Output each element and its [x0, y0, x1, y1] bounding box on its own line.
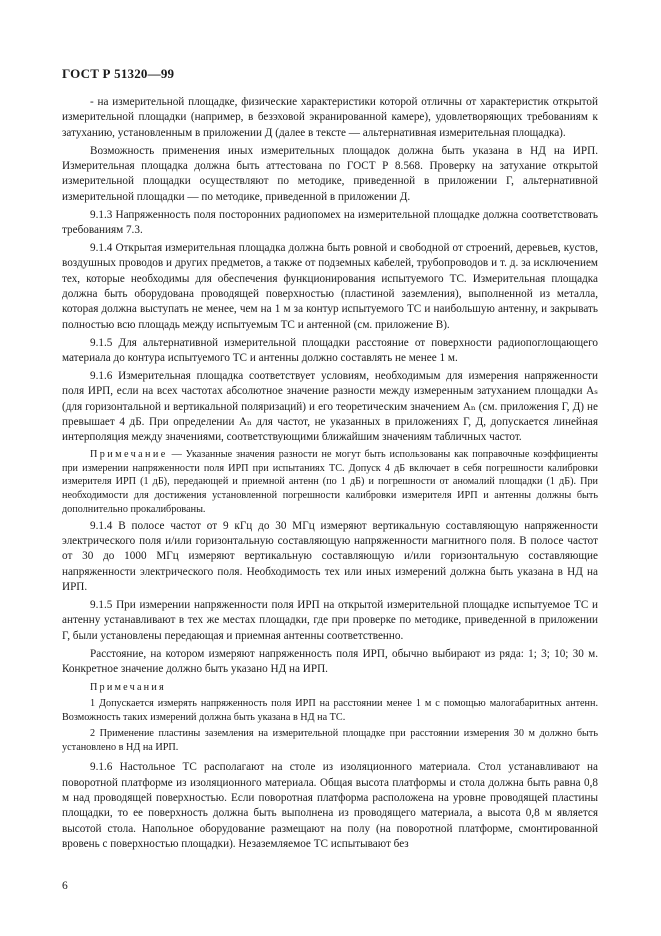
document-header: ГОСТ Р 51320—99 [62, 66, 175, 81]
paragraph: 9.1.6 Измерительная площадка соответствует условиям, необходимым для измерения напряженности поля ИРП, если на всех частотах абсолютное значение разности между измеренным затуханием площадки Aₛ (для горизонтальной и вертикальной поляризаций) и его теоретическим значением Aₙ (см. приложения Г, Д) не превышает 4 дБ. При определении Aₙ для частот, не указанных в приложениях Г, Д, допускается линейная интерполяция между значениями, соответствующими ближайшим значениям табличных частот. [62, 369, 598, 444]
paragraph: 9.1.5 При измерении напряженности поля ИРП на открытой измерительной площадке испытуемое ТС и антенну устанавливают в тех же местах площадки, где при проверке по методике, приведенной в приложении Г, были установлены передающая и приемная антенны соответственно. [62, 599, 598, 642]
note-item: 2 Применение пластины заземления на измерительной площадке при расстоянии измерения 30 м должно быть установлено в НД на ИРП. [62, 728, 598, 753]
note-label: Примечание [90, 449, 168, 461]
paragraph: Расстояние, на котором измеряют напряженность поля ИРП, обычно выбирают из ряда: 1; 3; 10; 30 м. Конкретное значение должно быть указано НД на ИРП. [62, 647, 598, 676]
note-text: — Указанные значения разности не могут быть использованы как поправочные коэффициенты при измерении напряженности поля ИРП при испытаниях ТС. Допуск 4 дБ включает в себя погрешности калибровки измерителя ИРП (1 дБ), передающей и приемной антенн (по 1 дБ) и погрешности от аномалий площадки (1 дБ). При необходимости для достижения установленной погрешности калибровки измерителя ИРП и антенны должны быть дополнительно прокалиброваны. [62, 449, 598, 515]
paragraph: Возможность применения иных измерительных площадок должна быть указана в НД на ИРП. Измерительная площадка должна быть аттестована по ГОСТ Р 8.568. Проверку на затухание открытой измерительной площадки осуществляют по методике, приведенной в приложении Г, альтернативной измерительной площадки — по методике, приведенной в приложении Д. [62, 144, 598, 203]
paragraph: 9.1.4 Открытая измерительная площадка должна быть ровной и свободной от строений, деревьев, кустов, воздушных проводов и других предметов, а также от подземных кабелей, трубопроводов и т. д. за исключением тех, которые необходимы для обеспечения функционирования испытуемого ТС. Измерительная площадка должна быть оборудована проводящей поверхностью (пластиной заземления), выполненной из металла, которая должна выступать не менее, чем на 1 м за контур испытуемого ТС и наибольшую антенну, и закрывать полностью всю площадь между испытуемым ТС и антенной (см. приложение В). [62, 241, 598, 331]
note [62, 448, 598, 516]
paragraph: 9.1.3 Напряженность поля посторонних радиопомех на измерительной площадке должна соответствовать требованиям 7.3. [62, 208, 598, 237]
notes-title: Примечания [90, 682, 166, 694]
paragraph: 9.1.6 Настольное ТС располагают на столе из изоляционного материала. Стол устанавливают на поворотной платформе из изоляционного материала. Общая высота платформы и стола должна быть равна 0,8 м над проводящей поверхностью. Если поворотная платформа расположена на уровне проводящей пластины площадки, то ее поверхность должна быть выполнена из проводящего материала, а высота 0,8 м является высотой стола. Напольное оборудование размещают на полу (на поворотной платформе, смонтированной вровень с поверхностью площадки). Незаземляемое ТС испытывают без [62, 761, 598, 851]
paragraph: 9.1.4 В полосе частот от 9 кГц до 30 МГц измеряют вертикальную составляющую напряженности электрического поля и/или горизонтальную составляющую напряженности магнитного поля. В полосе частот от 30 до 1000 МГц измеряют вертикальную составляющую и/или горизонтальную составляющие напряженности электрического поля. Необходимость тех или иных измерений должна быть указана в НД на ИРП. [62, 519, 598, 594]
paragraph: 9.1.5 Для альтернативной измерительной площадки расстояние от поверхности радиопоглощающего материала до контура испытуемого ТС и антенны должно составлять не менее 1 м. [62, 336, 598, 365]
paragraph: - на измерительной площадке, физические характеристики которой отличны от характеристик открытой измерительной площадки (например, в безэховой экранированной камере), удовлетворяющих требованиям к затуханию, установленным в приложении Д (далее в тексте — альтернативная измерительная площадка). [62, 96, 598, 139]
document-body [62, 95, 598, 855]
page-number: 6 [62, 880, 68, 892]
note-item: 1 Допускается измерять напряженность поля ИРП на расстоянии менее 1 м с помощью малогабаритных антенн. Возможность таких измерений должна быть указана в НД на ТС. [62, 698, 598, 724]
